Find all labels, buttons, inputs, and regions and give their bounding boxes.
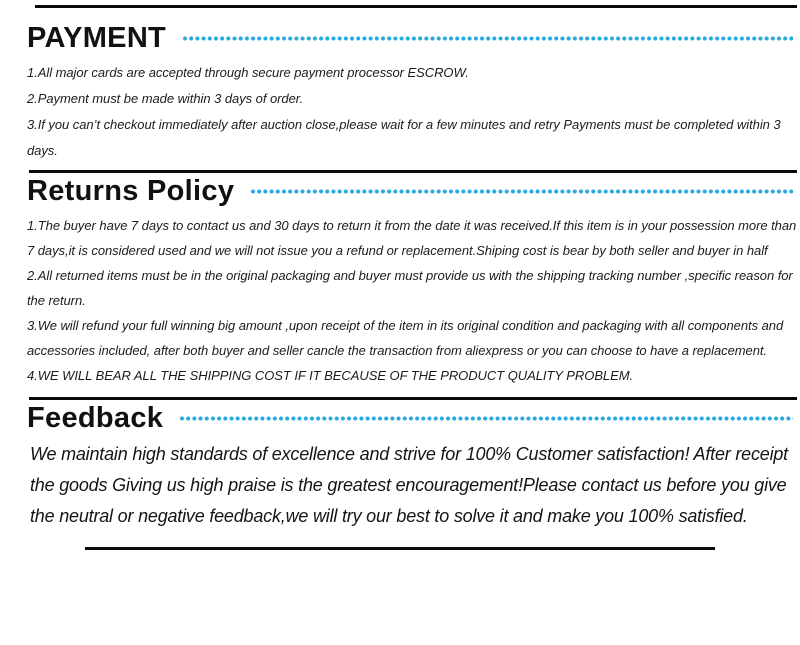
- returns-policy-section: [0, 176, 800, 388]
- feedback-paragraph: We maintain high standards of excellence and strive for 100% Customer satisfaction! After receipt the goods Giving us high praise is the greatest encouragement!Please contact us before you give the neutral or negative feedback,we will try our best to solve it and make you 100% satisfied.: [30, 444, 788, 526]
- payment-item: 1.All major cards are accepted through secure payment processor ESCROW.: [27, 65, 469, 80]
- feedback-title: Feedback: [27, 402, 164, 434]
- returns-item: 4.WE WILL BEAR ALL THE SHIPPING COST IF IT BECAUSE OF THE PRODUCT QUALITY PROBLEM.: [27, 368, 634, 383]
- payment-heading-row: [27, 23, 795, 53]
- payment-title: PAYMENT: [27, 22, 167, 54]
- returns-policy-title: Returns Policy: [27, 175, 235, 207]
- returns-item: 2.All returned items must be in the original packaging and buyer must provide us with the shipping tracking number ,specific reason for the return.: [27, 268, 793, 308]
- dotted-leader: [250, 188, 793, 195]
- returns-heading-row: [27, 176, 795, 206]
- policy-page: [0, 5, 800, 645]
- top-rule: [35, 5, 797, 8]
- section-rule: [29, 170, 797, 173]
- payment-text: [27, 60, 799, 164]
- feedback-section: [0, 403, 800, 532]
- returns-item: 3.We will refund your full winning big amount ,upon receipt of the item in its original condition and packaging with all components and accessories included, after both buyer and seller cancle the transaction from aliexpress or you can choose to have a replacement.: [27, 318, 784, 358]
- returns-policy-text: [27, 213, 799, 388]
- payment-item: 3.If you can’t checkout immediately after auction close,please wait for a few minutes and retry Payments must be completed within 3 days.: [27, 117, 781, 158]
- feedback-heading-row: [27, 403, 795, 433]
- payment-section: [0, 23, 800, 164]
- section-rule: [29, 397, 797, 400]
- returns-item: 1.The buyer have 7 days to contact us and 30 days to return it from the date it was received.If this item is in your possession more than 7 days,it is considered used and we will not issue you a refund or replacement.Shiping cost is bear by both seller and buyer in half: [27, 218, 797, 258]
- dotted-leader: [182, 35, 793, 42]
- bottom-rule: [85, 547, 715, 550]
- payment-item: 2.Payment must be made within 3 days of order.: [27, 91, 304, 106]
- dotted-leader: [179, 415, 793, 422]
